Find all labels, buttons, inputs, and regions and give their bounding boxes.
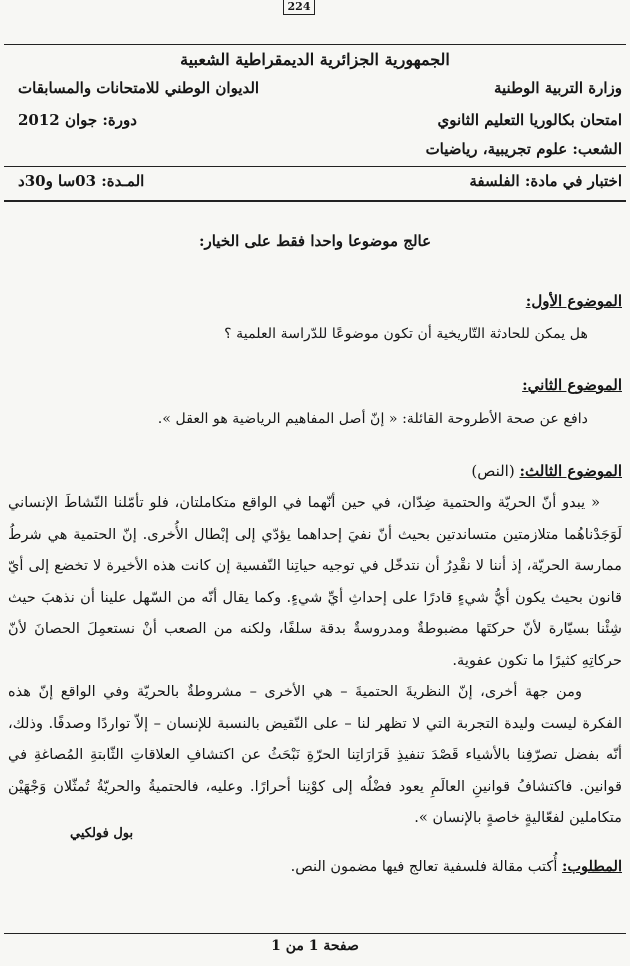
republic-title: الجمهورية الجزائرية الديمقراطية الشعبية [180,50,450,69]
topic-1-question: هل يمكن للحادثة التّاريخية أن تكون موضوعًا للدّراسة العلمية ؟ [224,326,588,342]
task-label: المطلوب: [561,858,622,875]
page-footer: صفحة 1 من 1 [271,938,359,954]
task-line [291,858,622,875]
topic-3-heading [471,462,622,480]
ministry-name: وزارة التربية الوطنية [493,79,622,97]
page-number: 224 [283,0,315,15]
exam-subject: اختبار في مادة: الفلسفة [469,172,622,190]
exam-duration: المـدة: 03سا و30د [18,172,145,190]
topic-2-title: الموضوع الثاني: [522,376,622,394]
top-rule [4,44,626,45]
subject-rule [4,200,626,202]
text-paragraph-2: ومن جهة أخرى، إنّ النظريةَ الحتميةَ – هي الأخرى – مشروطةٌ بالحريّة وفي الواقع إنّ هذه الفكرة ليست وليدة التجربة التي لا تظهر لنا – على النّقيض بالنسبة للإنسان – إلاّ تواردًا وصدفًا. وذلك، أنّه بفضل تصرّفِنا بالأشياء قَصْدَ تنفيذِ قَرَارَاتِنا الحرّةِ نَبْحَثُ عن اكتشافِ العلاقاتِ الثّابتةِ المُصاغةِ في قوانين. فاكتشافُ قوانينِ العالَمِ يعود فضْلُه إلى كوْنِنا أحرارًا. وعليه، فالحتميةُ والحريّةُ تُمثّلان وَجْهَيْن متكاملين لفعّاليةٍ خاصةٍ بالإنسان ». [8,683,623,826]
instruction: عالج موضوعا واحدا فقط على الخيار: [198,232,432,250]
footer-rule [4,933,626,934]
topic-2-question: دافع عن صحة الأطروحة القائلة: « إنّ أصل المفاهيم الرياضية هو العقل ». [157,411,588,427]
topic-3-subtitle: (النص) [471,462,515,480]
topic-3-title: الموضوع الثالث: [519,462,622,480]
text-paragraph-1: « يبدو أنّ الحريّة والحتمية ضِدّان، في حين أنّهما في الواقع متكاملتان، فلو تأمّلنا النّشاطَ الإنساني لَوَجَدْناهُما متلازمتين متساندتين بحيث أنّ نفيَ إحداهما يؤدّي إلى إبْطال الأُخرى. إنّ الحتمية هي شرطُ ممارسة الحريّة، إذ أننا لا نقْدِرُ أن نتدخّل في توجيه حياتِنا النّفسية إن كانت هذه الأخيرة لا تخضع إلى أيّ قانون بحيث يكون أيُّ شيءٍ قادرًا على إحداثِ أيِّ شيءٍ. وكما يقال أنّه من السّهل علينا أن نذهبَ حيث شِئْنا بسيّارة لأنّ حركتَها مضبوطةٌ ومدروسةٌ بدقة سلفًا، ولكنه من الصعب أنْ نستعمِلَ الحصانَ لأنّ حركاتِهِ كثيرًا ما تكون عفوية. [8,494,622,669]
exam-session: دورة: جوان 2012 [18,111,137,129]
text-author: بول فولكيي [70,826,134,841]
topic-1-title: الموضوع الأول: [525,292,622,310]
exam-title: امتحان بكالوريا التعليم الثانوي [437,111,622,129]
task-text: أُكتب مقالة فلسفية تعالج فيها مضمون النص. [290,859,562,875]
exam-office: الديوان الوطني للامتحانات والمسابقات [18,79,260,97]
exam-streams: الشعب: علوم تجريبية، رياضيات [425,140,622,158]
header-rule [4,166,626,167]
